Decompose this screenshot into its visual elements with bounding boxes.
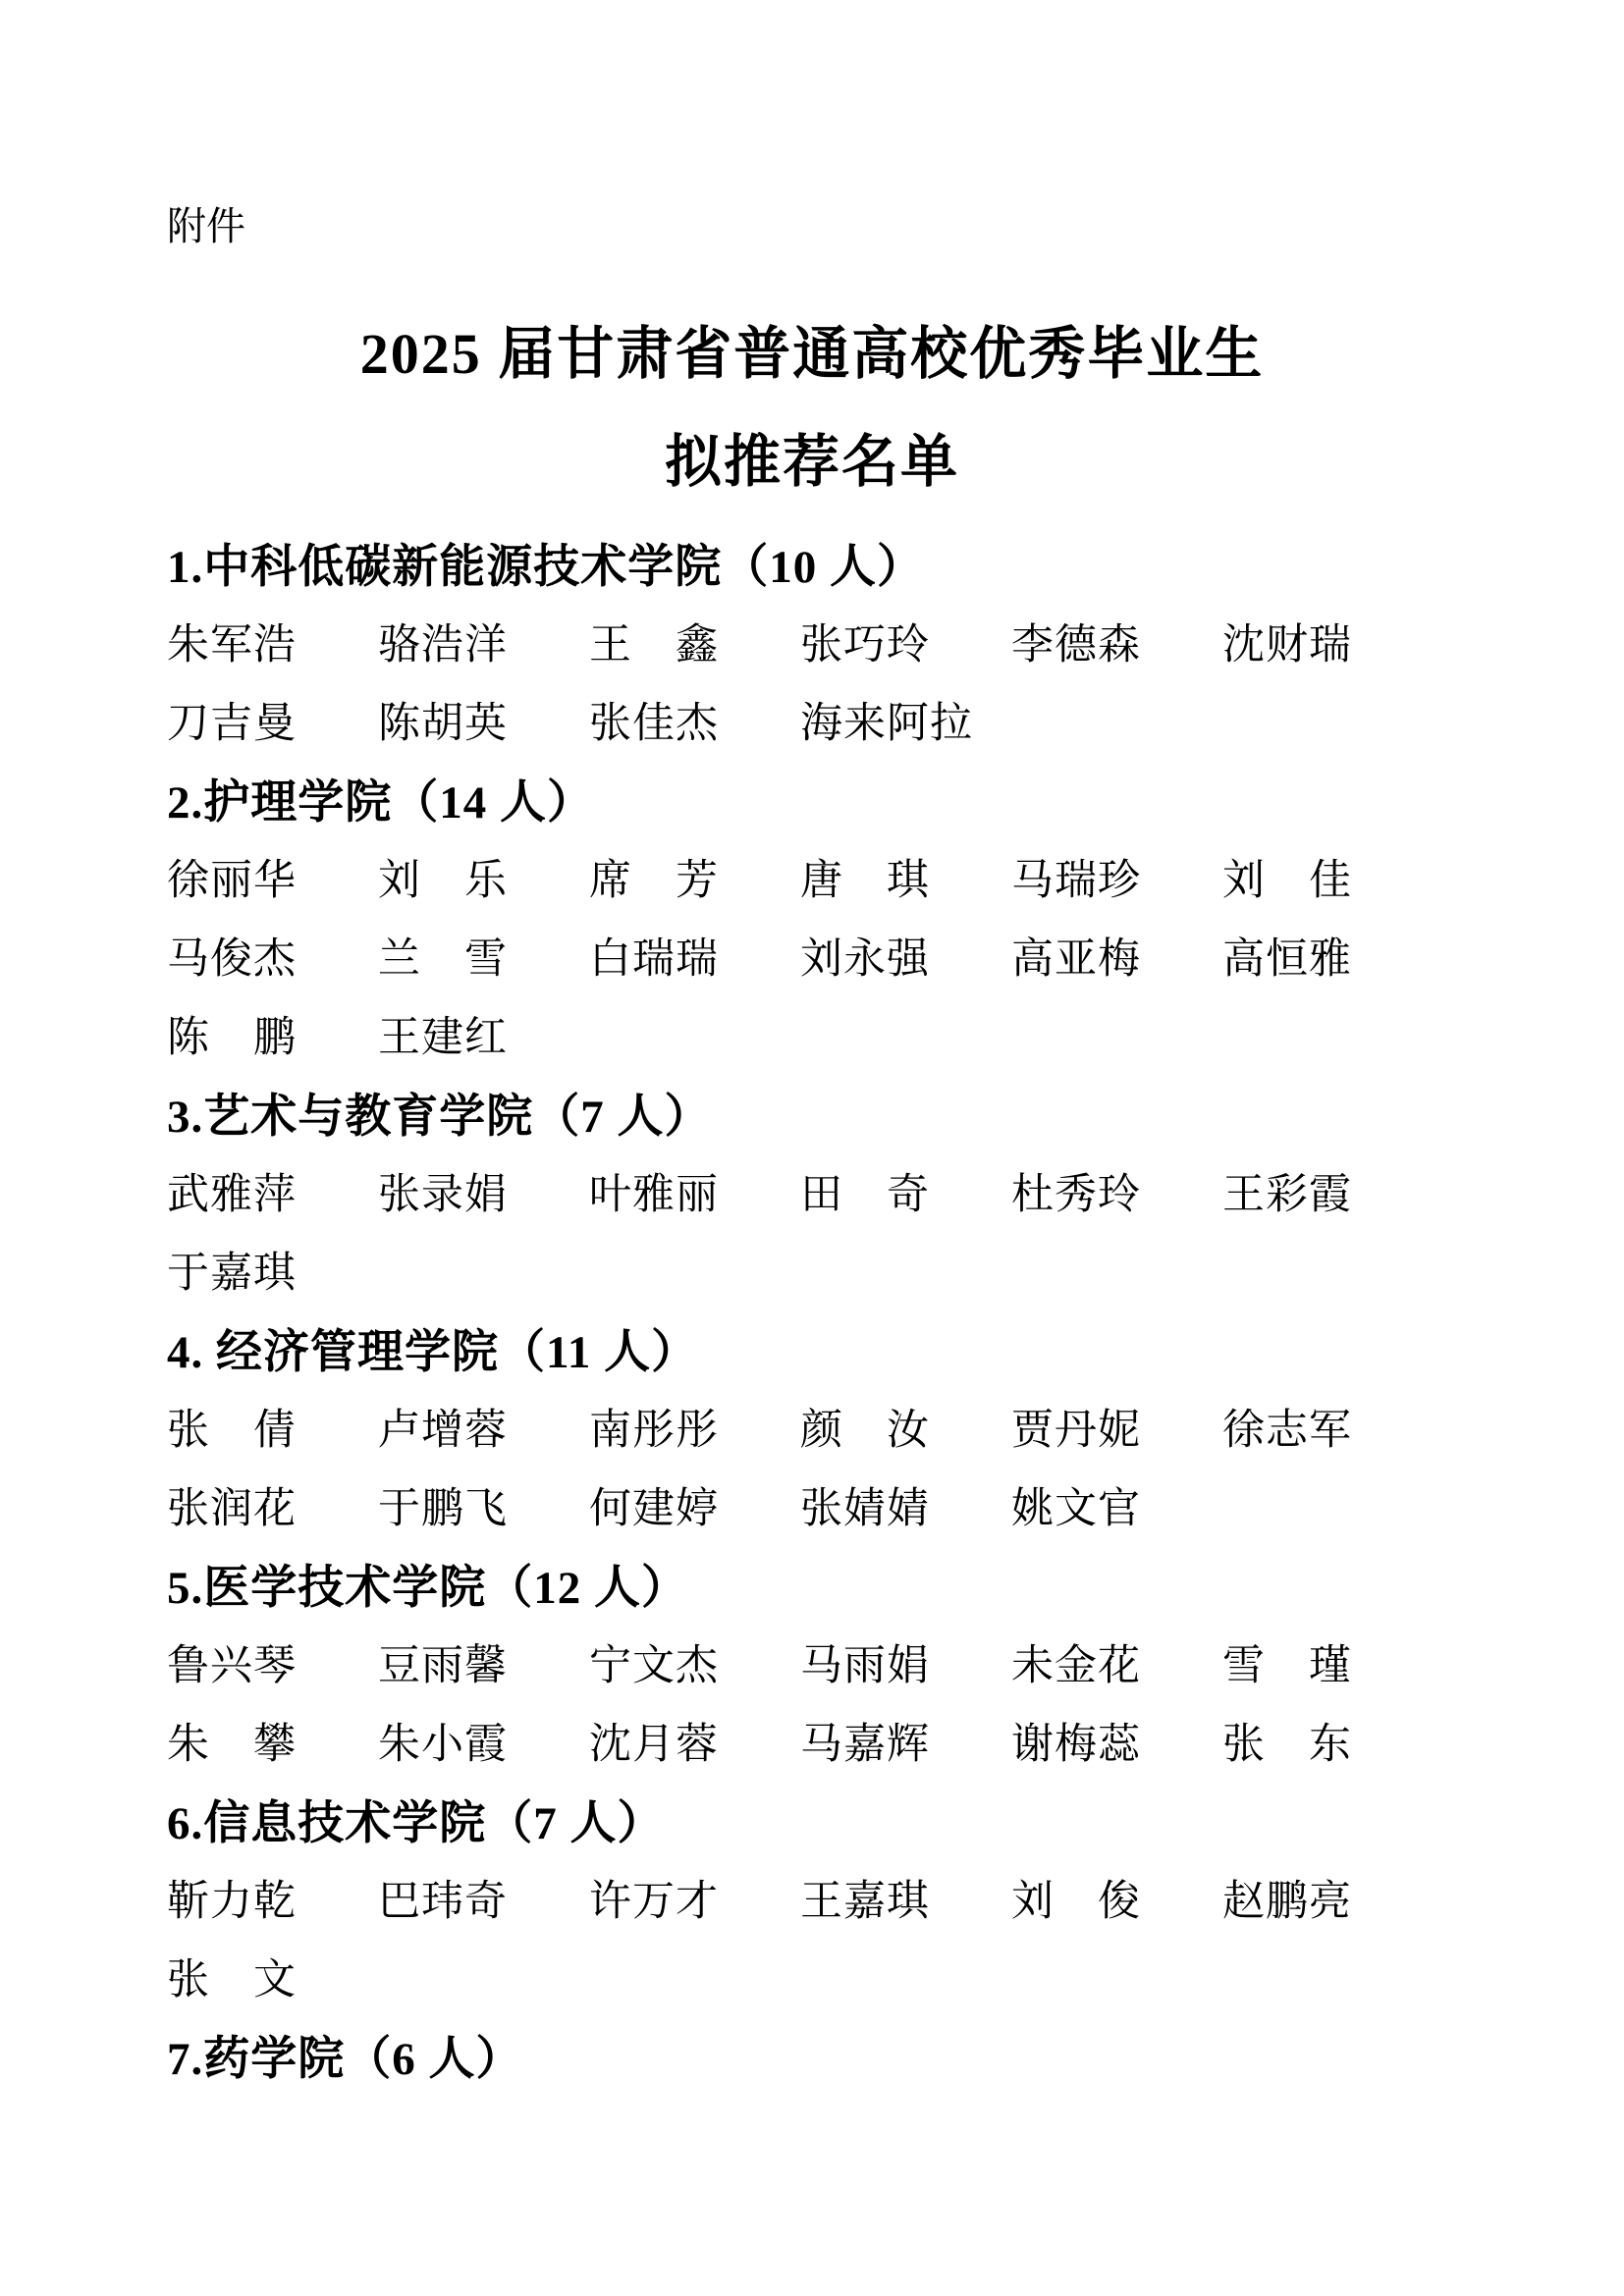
student-name: 朱小霞 — [378, 1722, 508, 1768]
name-row — [167, 1470, 1457, 1549]
student-name: 张婧婧 — [800, 1486, 930, 1532]
name-row — [167, 842, 1457, 921]
student-name: 未金花 — [1011, 1643, 1141, 1689]
student-name: 赵鹏亮 — [1222, 1879, 1352, 1925]
student-name: 马瑞珍 — [1011, 858, 1141, 904]
section-4 — [167, 1313, 1457, 1549]
section-heading: 3.艺术与教育学院（7 人） — [167, 1092, 712, 1143]
section-7 — [167, 2020, 1457, 2099]
student-name: 李德森 — [1011, 622, 1141, 668]
student-name: 马俊杰 — [167, 936, 297, 983]
student-name: 唐 琪 — [800, 858, 930, 904]
student-name: 高亚梅 — [1011, 936, 1141, 983]
student-name: 许万才 — [589, 1879, 719, 1925]
name-row — [167, 999, 1457, 1078]
section-heading: 5.医学技术学院（12 人） — [167, 1563, 688, 1614]
student-name: 姚文官 — [1011, 1486, 1141, 1532]
student-name: 于嘉琪 — [167, 1251, 297, 1297]
student-name: 兰 雪 — [378, 936, 508, 983]
section-heading: 7.药学院（6 人） — [167, 2034, 523, 2085]
student-name: 刘 俊 — [1011, 1879, 1141, 1925]
student-name: 于鹏飞 — [378, 1486, 508, 1532]
name-row — [167, 1942, 1457, 2020]
student-name: 沈财瑞 — [1222, 622, 1352, 668]
name-row — [167, 1392, 1457, 1470]
section-6 — [167, 1785, 1457, 2020]
sections-container — [167, 528, 1457, 2099]
student-name: 马嘉辉 — [800, 1722, 930, 1768]
student-name: 田 奇 — [800, 1172, 930, 1218]
student-name: 武雅萍 — [167, 1172, 297, 1218]
student-name: 陈胡英 — [378, 701, 508, 747]
student-name: 张巧玲 — [800, 622, 930, 668]
student-name: 陈 鹏 — [167, 1015, 297, 1061]
section-heading: 1.中科低碳新能源技术学院（10 人） — [167, 542, 924, 593]
student-name: 海来阿拉 — [800, 701, 973, 747]
section-heading: 2.护理学院（14 人） — [167, 777, 594, 828]
student-name: 靳力乾 — [167, 1879, 297, 1925]
student-name: 王彩霞 — [1222, 1172, 1352, 1218]
student-name: 豆雨馨 — [378, 1643, 508, 1689]
student-name: 叶雅丽 — [589, 1172, 719, 1218]
name-row — [167, 1706, 1457, 1785]
name-row — [167, 1628, 1457, 1706]
section-2 — [167, 764, 1457, 1078]
name-row — [167, 921, 1457, 999]
student-name: 骆浩洋 — [378, 622, 508, 668]
student-name: 高恒雅 — [1222, 936, 1352, 983]
student-name: 沈月蓉 — [589, 1722, 719, 1768]
student-name: 鲁兴琴 — [167, 1643, 297, 1689]
section-5 — [167, 1549, 1457, 1785]
student-name: 张 东 — [1222, 1722, 1352, 1768]
student-name: 张 文 — [167, 1957, 297, 2003]
student-name: 朱军浩 — [167, 622, 297, 668]
section-heading: 4. 经济管理学院（11 人） — [167, 1327, 699, 1378]
document-title — [167, 300, 1457, 516]
student-name: 刀吉曼 — [167, 701, 297, 747]
name-row — [167, 1156, 1457, 1235]
section-heading: 6.信息技术学院（7 人） — [167, 1798, 665, 1849]
student-name: 刘永强 — [800, 936, 930, 983]
section-1 — [167, 528, 1457, 764]
student-name: 南彤彤 — [589, 1408, 719, 1454]
student-name: 王 鑫 — [589, 622, 719, 668]
section-3 — [167, 1078, 1457, 1313]
student-name: 马雨娟 — [800, 1643, 930, 1689]
name-row — [167, 685, 1457, 764]
name-row — [167, 1235, 1457, 1313]
name-row — [167, 1863, 1457, 1942]
student-name: 张录娟 — [378, 1172, 508, 1218]
student-name: 徐志军 — [1222, 1408, 1352, 1454]
student-name: 颜 汝 — [800, 1408, 930, 1454]
attachment-label: 附件 — [167, 204, 245, 248]
student-name: 何建婷 — [589, 1486, 719, 1532]
student-name: 徐丽华 — [167, 858, 297, 904]
student-name: 朱 攀 — [167, 1722, 297, 1768]
student-name: 张佳杰 — [589, 701, 719, 747]
student-name: 卢增蓉 — [378, 1408, 508, 1454]
student-name: 王建红 — [378, 1015, 508, 1061]
student-name: 王嘉琪 — [800, 1879, 930, 1925]
student-name: 宁文杰 — [589, 1643, 719, 1689]
name-row — [167, 607, 1457, 685]
student-name: 张润花 — [167, 1486, 297, 1532]
student-name: 杜秀玲 — [1011, 1172, 1141, 1218]
student-name: 张 倩 — [167, 1408, 297, 1454]
student-name: 刘 佳 — [1222, 858, 1352, 904]
student-name: 白瑞瑞 — [589, 936, 719, 983]
student-name: 席 芳 — [589, 858, 719, 904]
student-name: 雪 瑾 — [1222, 1643, 1352, 1689]
student-name: 贾丹妮 — [1011, 1408, 1141, 1454]
document-title-line1: 2025 届甘肃省普通高校优秀毕业生 — [359, 322, 1265, 386]
student-name: 巴玮奇 — [378, 1879, 508, 1925]
student-name: 谢梅蕊 — [1011, 1722, 1141, 1768]
document-title-line2: 拟推荐名单 — [664, 430, 959, 494]
student-name: 刘 乐 — [378, 858, 508, 904]
